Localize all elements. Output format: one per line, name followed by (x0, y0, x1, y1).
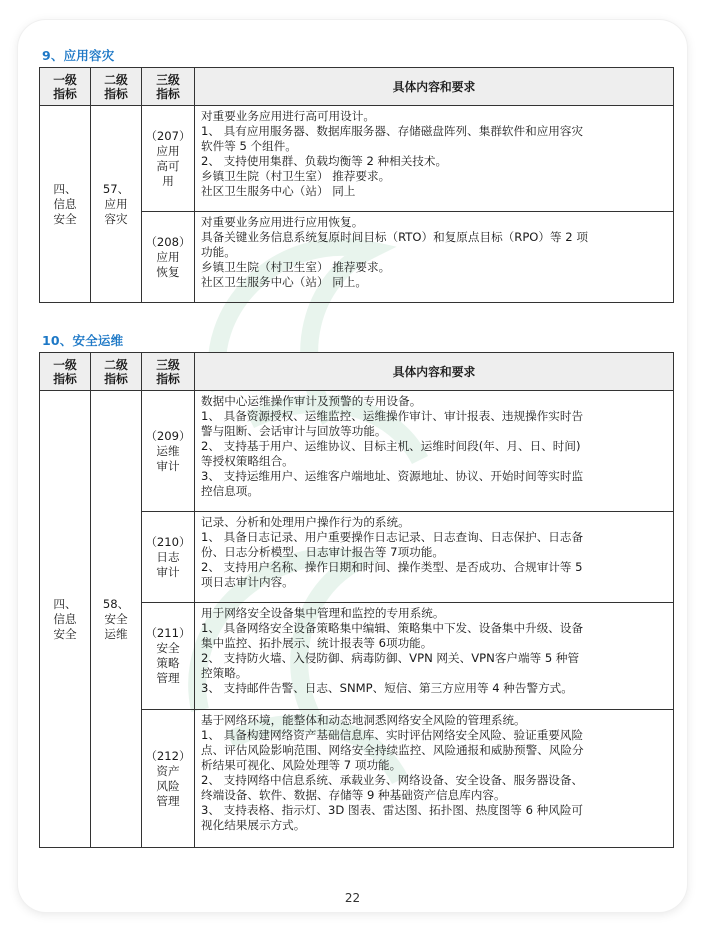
header-content: 具体内容和要求 (195, 68, 674, 106)
table-security-operations (39, 352, 674, 848)
content-cell: 数据中心运维操作审计及预警的专用设备。 1、 具备资源授权、运维监控、运维操作审计、审计报表、违规操作实时告 警与阻断、会话审计与回放等功能。 2、 支持基于用户、运维协议、目标主机、运维时间段(年、月、日、时间) 等授权策略组合。 3、 支持运维用户、运维客户端地址、资源地址、协议、开始时间等实时监 控信息项。 (195, 391, 674, 512)
table-header-row (40, 68, 674, 106)
table-row (40, 106, 674, 212)
level1-cell: 四、 信息 安全 (40, 106, 91, 303)
level3-cell: （210） 日志 审计 (142, 512, 195, 603)
table-header-row (40, 353, 674, 391)
level3-cell: （212） 资产 风险 管理 (142, 710, 195, 848)
level3-cell: （208） 应用 恢复 (142, 212, 195, 303)
header-level1: 一级 指标 (40, 353, 91, 391)
level3-cell: （207） 应用 高可 用 (142, 106, 195, 212)
header-level2: 二级 指标 (91, 353, 142, 391)
content-cell: 基于网络环境，能整体和动态地洞悉网络安全风险的管理系统。 1、 具备构建网络资产基础信息库、实时评估网络安全风险、验证重要风险 点、评估风险影响范围、网络安全持续监控、风险通报和威胁预警、风险分 析结果可视化、风险处理等 7 项功能。 2、 支持网络中信息系统、承载业务、网络设备、安全设备、服务器设备、 终端设备、软件、数据、存储等 9 种基础资产信息库内容。 3、 支持表格、指示灯、3D 图表、雷达图、拓扑图、热度图等 6 种风险可 视化结果展示方式。 (195, 710, 674, 848)
level3-cell: （209） 运维 审计 (142, 391, 195, 512)
level2-cell: 57、 应用 容灾 (91, 106, 142, 303)
table-app-disaster-recovery (39, 67, 674, 303)
level1-cell: 四、 信息 安全 (40, 391, 91, 848)
section-title-app-dr: 9、应用容灾 (42, 48, 115, 63)
header-level2: 二级 指标 (91, 68, 142, 106)
table-row (40, 391, 674, 512)
content-cell: 用于网络安全设备集中管理和监控的专用系统。 1、 具备网络安全设备策略集中编辑、策略集中下发、设备集中升级、设备 集中监控、拓扑展示、统计报表等 6项功能。 2、 支持防火墙、入侵防御、病毒防御、VPN 网关、VPN客户端等 5 种管 控策略。 3、 支持邮件告警、日志、SNMP、短信、第三方应用等 4 种告警方式。 (195, 603, 674, 710)
content-cell: 对重要业务应用进行应用恢复。 具备关键业务信息系统复原时间目标（RTO）和复原点目标（RPO）等 2 项 功能。 乡镇卫生院（村卫生室） 推荐要求。 社区卫生服务中心（站） 同上。 (195, 212, 674, 303)
content-cell: 记录、分析和处理用户操作行为的系统。 1、 具备日志记录、用户重要操作日志记录、日志查询、日志保护、日志备 份、日志分析模型、日志审计报告等 7项功能。 2、 支持用户名称、操作日期和时间、操作类型、是否成功、合规审计等 5 项日志审计内容。 (195, 512, 674, 603)
content-cell: 对重要业务应用进行高可用设计。 1、 具有应用服务器、数据库服务器、存储磁盘阵列、集群软件和应用容灾 软件等 5 个组件。 2、 支持使用集群、负载均衡等 2 种相关技术。 乡镇卫生院（村卫生室） 推荐要求。 社区卫生服务中心（站） 同上 (195, 106, 674, 212)
header-content: 具体内容和要求 (195, 353, 674, 391)
header-level3: 三级 指标 (142, 353, 195, 391)
level3-cell: （211） 安全 策略 管理 (142, 603, 195, 710)
level2-cell: 58、 安全 运维 (91, 391, 142, 848)
header-level1: 一级 指标 (40, 68, 91, 106)
section-title-security-ops: 10、安全运维 (42, 333, 124, 348)
page-number: 22 (344, 891, 361, 905)
header-level3: 三级 指标 (142, 68, 195, 106)
